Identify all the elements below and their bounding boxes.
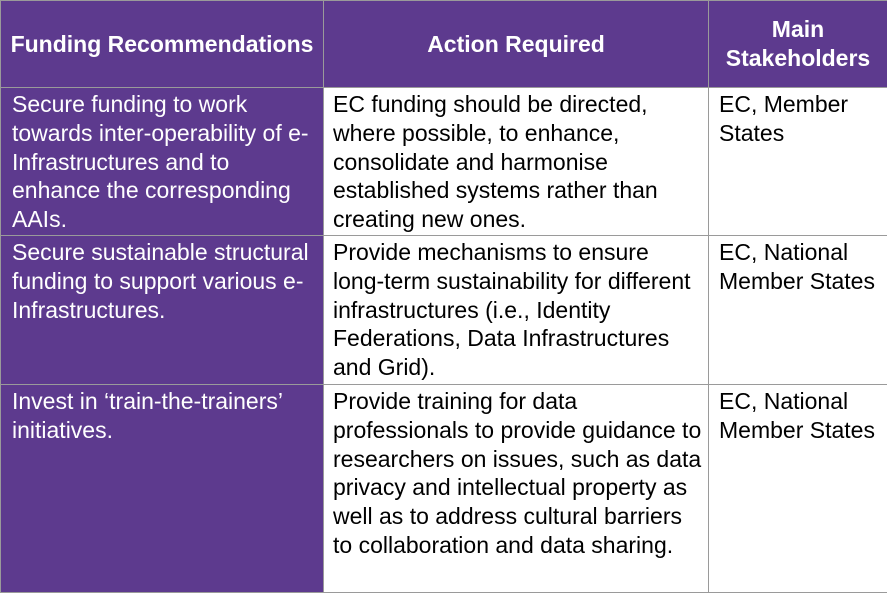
header-action-required: Action Required <box>324 1 709 88</box>
action-cell: Provide mechanisms to ensure long-term sustainability for different infrastructures (i.e., Identity Federations, Data Infrastructures and Grid). <box>324 236 709 385</box>
stakeholders-cell: EC, National Member States <box>709 236 887 385</box>
recommendation-cell: Secure funding to work towards inter-operability of e-Infrastructures and to enhance the corresponding AAIs. <box>1 88 324 236</box>
action-cell: EC funding should be directed, where possible, to enhance, consolidate and harmonise established systems rather than creating new ones. <box>324 88 709 236</box>
table-row <box>1 236 887 385</box>
header-funding-recommendations: Funding Recommendations <box>1 1 324 88</box>
action-cell: Provide training for data professionals to provide guidance to researchers on issues, such as data privacy and intellectual property as well as to address cultural barriers to collaboration and data sharing. <box>324 385 709 593</box>
recommendation-cell: Invest in ‘train-the-trainers’ initiatives. <box>1 385 324 593</box>
stakeholders-cell: EC, Member States <box>709 88 887 236</box>
table-header-row <box>1 1 887 88</box>
stakeholders-cell: EC, National Member States <box>709 385 887 593</box>
table-row <box>1 385 887 593</box>
header-main-stakeholders: Main Stakeholders <box>709 1 887 88</box>
table-row <box>1 88 887 236</box>
recommendation-cell: Secure sustainable structural funding to support various e-Infrastructures. <box>1 236 324 385</box>
